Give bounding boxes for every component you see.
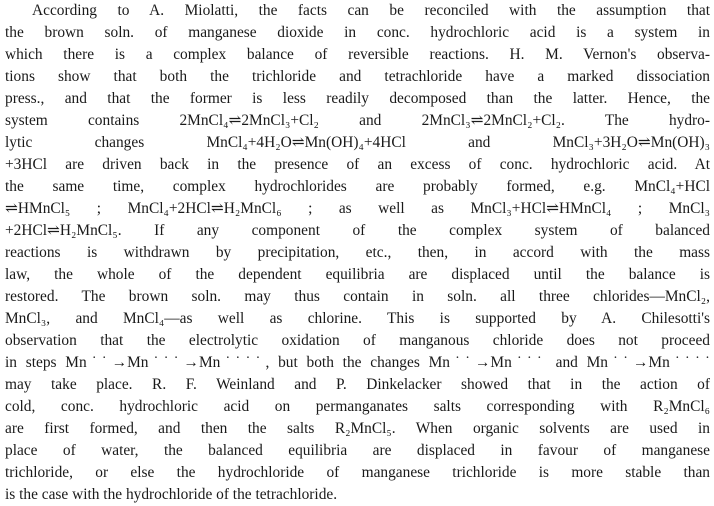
text-line: observation that the electrolytic oxidation of manganous chloride does not proceed xyxy=(5,332,710,349)
text-line: law, the whole of the dependent equilibria are displaced until the balance is xyxy=(5,266,710,283)
text-line: +3HCl are driven back in the presence of an excess of conc. hydrochloric acid. At xyxy=(5,156,710,173)
body-paragraph xyxy=(5,0,710,506)
text-line: According to A. Miolatti, the facts can be reconciled with the assumption that xyxy=(32,2,710,19)
text-line: place of water, the balanced equilibria are displaced in favour of manganese xyxy=(5,442,710,459)
text-line: trichloride, or else the hydrochloride of manganese trichloride is more stable than xyxy=(5,464,710,481)
text-line: tions show that both the trichloride and tetrachloride have a marked dissociation xyxy=(5,68,710,85)
text-line: may take place. R. F. Weinland and P. Dinkelacker showed that in the action of xyxy=(5,376,710,393)
text-line: lytic changes MnCl₄+4H₂O⇌Mn(OH)₄+4HCl and MnCl₃+3H₂O⇌Mn(OH)₃ xyxy=(5,134,710,151)
text-line: which there is a complex balance of reversible reactions. H. M. Vernon's observa- xyxy=(5,46,710,63)
text-line: are first formed, and then the salts R₂MnCl₅. When organic solvents are used in xyxy=(5,420,710,437)
text-line: MnCl₃, and MnCl₄—as well as chlorine. This is supported by A. Chilesotti's xyxy=(5,310,710,327)
text-line: ⇌HMnCl₅ ; MnCl₄+2HCl⇌H₂MnCl₆ ; as well as MnCl₃+HCl⇌HMnCl₄ ; MnCl₃ xyxy=(5,200,710,217)
text-line: +2HCl⇌H₂MnCl₅. If any component of the complex system of balanced xyxy=(5,222,710,239)
text-line: press., and that the former is less readily decomposed than the latter. Hence, the xyxy=(5,90,710,107)
text-line: the same time, complex hydrochlorides are probably formed, e.g. MnCl₄+HCl xyxy=(5,178,710,195)
text-line: system contains 2MnCl₄⇌2MnCl₃+Cl₂ and 2MnCl₃⇌2MnCl₂+Cl₂. The hydro- xyxy=(5,112,710,129)
text-line: reactions is withdrawn by precipitation, etc., then, in accord with the mass xyxy=(5,244,710,261)
text-line: is the case with the hydrochloride of the tetrachloride. xyxy=(5,486,338,503)
text-line: in steps Mn˙˙→Mn˙˙˙→Mn˙˙˙˙, but both the changes Mn˙˙→Mn˙˙˙ and Mn˙˙→Mn˙˙˙˙ xyxy=(5,354,710,371)
text-line: restored. The brown soln. may thus contain in soln. all three chlorides—MnCl₂, xyxy=(5,288,710,305)
text-line: cold, conc. hydrochloric acid on permanganates salts corresponding with R₂MnCl₆ xyxy=(5,398,710,415)
text-line: the brown soln. of manganese dioxide in conc. hydrochloric acid is a system in xyxy=(5,24,710,41)
